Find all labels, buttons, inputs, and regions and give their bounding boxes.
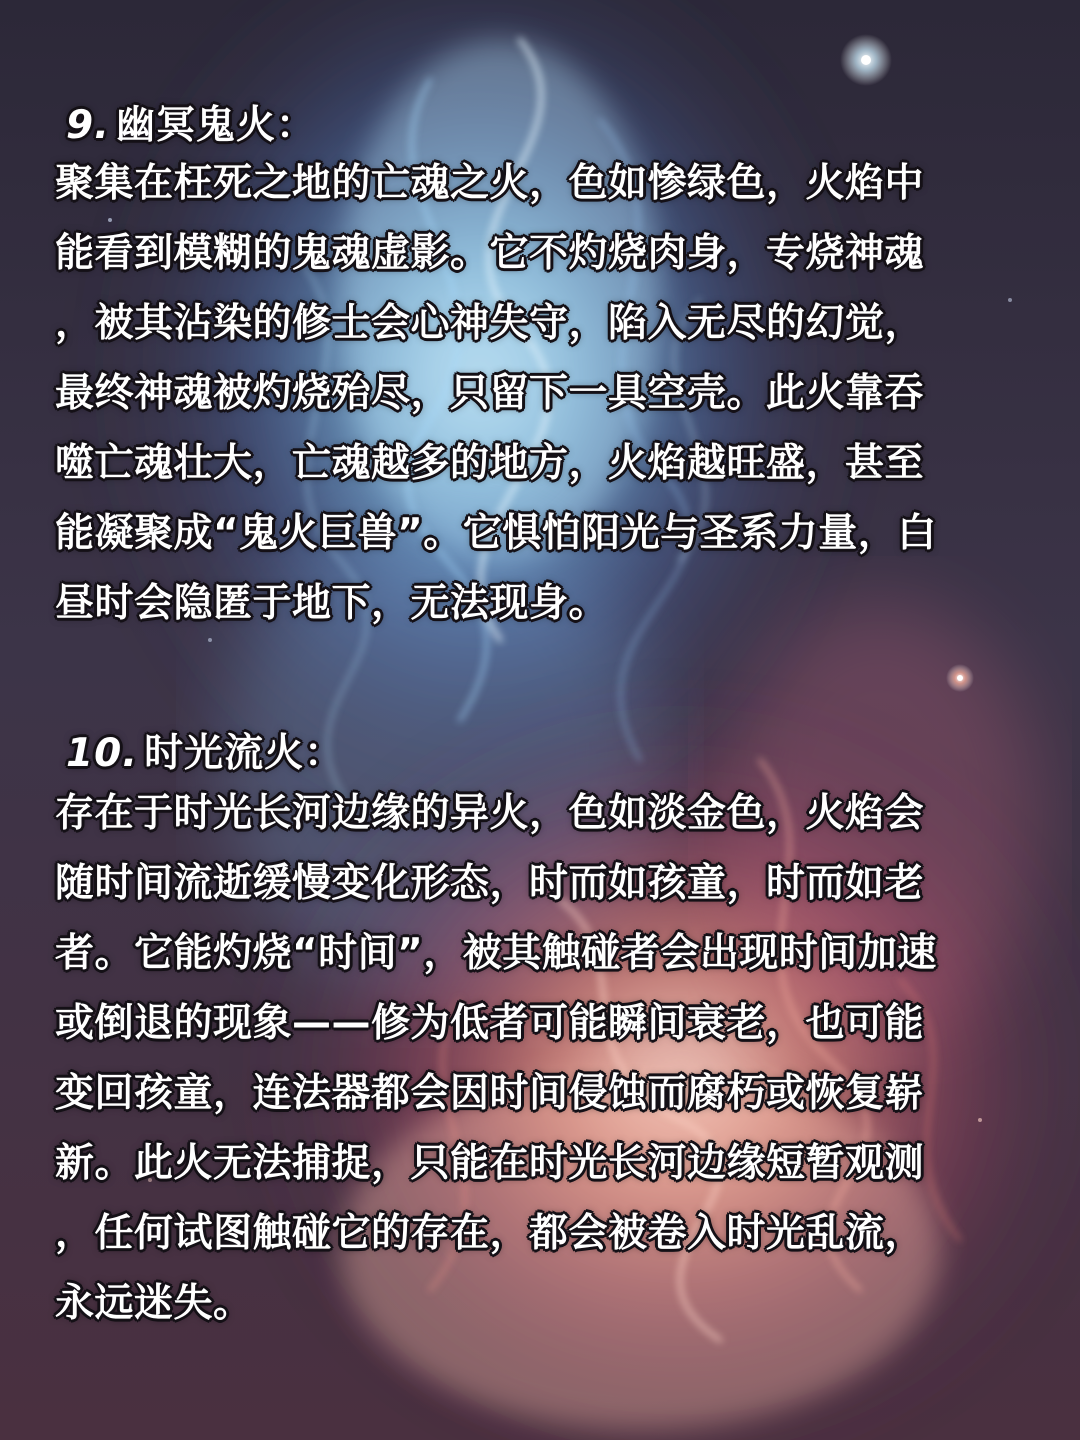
section-9-number: 9. (66, 103, 110, 148)
section-10-line: 或倒退的现象——修为低者可能瞬间衰老，也可能 (55, 1001, 925, 1046)
section-10-line: 随时间流逝缓慢变化形态，时而如孩童，时而如老 (55, 861, 925, 906)
section-10-number: 10. (66, 731, 139, 776)
section-10-line: 存在于时光长河边缘的异火，色如淡金色，火焰会 (55, 791, 925, 836)
section-10-title: 时光流火： (144, 731, 345, 776)
section-10-line: 者。它能灼烧“时间”，被其触碰者会出现时间加速 (55, 931, 937, 976)
section-9-line: ，被其沾染的修士会心神失守，陷入无尽的幻觉， (55, 301, 925, 346)
section-9-line: 聚集在枉死之地的亡魂之火，色如惨绿色，火焰中 (55, 161, 925, 206)
section-9-title: 幽冥鬼火： (115, 103, 316, 148)
section-10-line: 新。此火无法捕捉，只能在时光长河边缘短暂观测 (55, 1141, 925, 1186)
section-10-line: ，任何试图触碰它的存在，都会被卷入时光乱流， (55, 1211, 925, 1256)
section-9-line: 能凝聚成“鬼火巨兽”。它惧怕阳光与圣系力量，白 (55, 511, 937, 556)
section-9-line: 能看到模糊的鬼魂虚影。它不灼烧肉身，专烧神魂 (55, 231, 925, 276)
section-9-heading (66, 94, 316, 150)
section-9-line: 最终神魂被灼烧殆尽，只留下一具空壳。此火靠吞 (55, 371, 925, 416)
section-9-line: 昼时会隐匿于地下，无法现身。 (55, 581, 609, 626)
section-10-line: 永远迷失。 (55, 1281, 253, 1326)
section-10-line: 变回孩童，连法器都会因时间侵蚀而腐朽或恢复崭 (55, 1071, 925, 1116)
section-10-heading (66, 722, 344, 778)
section-9-line: 噬亡魂壮大，亡魂越多的地方，火焰越旺盛，甚至 (55, 441, 925, 486)
